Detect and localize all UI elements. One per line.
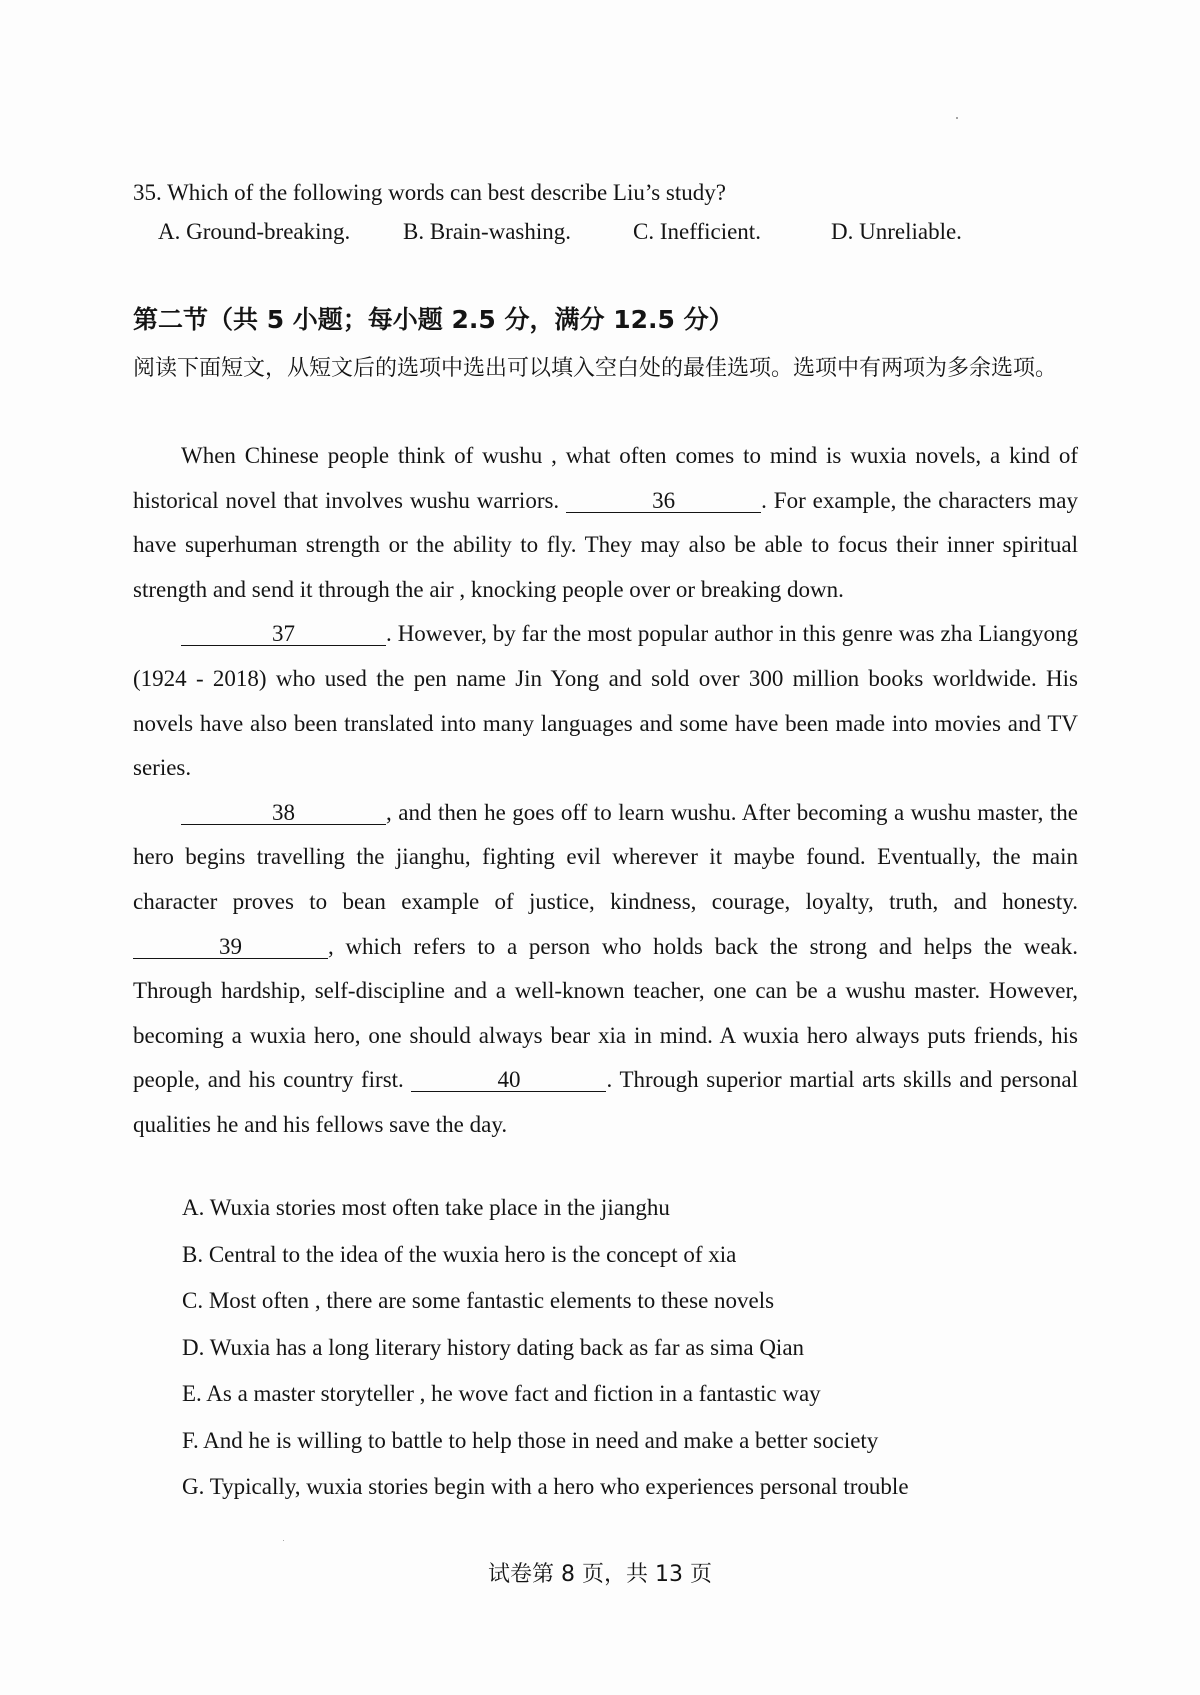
question-35 xyxy=(133,180,962,247)
reading-passage xyxy=(133,434,1078,1148)
choice-c: C. Most often , there are some fantastic elements to these novels xyxy=(182,1288,775,1313)
paragraph-2-text: . However, by far the most popular author in this genre was zha Liangyong (1924 - 2018) who used the pen name Jin Yong and sold over 300 million books worldwide. His novels have also been translated into many languages and some have been made into movies and TV series. xyxy=(133,621,1078,781)
question-35-options xyxy=(158,219,962,247)
answer-choices xyxy=(182,1193,909,1519)
paragraph-1 xyxy=(133,434,1078,612)
section-instruction: 阅读下面短文，从短文后的选项中选出可以填入空白处的最佳选项。选项中有两项为多余选项。 xyxy=(133,356,1058,381)
choice-d: D. Wuxia has a long literary history dating back as far as sima Qian xyxy=(182,1334,805,1360)
option-b: B. Brain-washing. xyxy=(403,219,572,244)
blank-39: 39 xyxy=(133,936,328,959)
choice-f: F. And he is willing to battle to help those in need and make a better society xyxy=(182,1427,879,1453)
blank-36: 36 xyxy=(566,490,761,513)
question-35-stem: 35. Which of the following words can best describe Liu’s study? xyxy=(133,180,726,205)
paragraph-3-text-b: , which refers to a person who holds back the strong and helps the weak. Through hardship, self-discipline and a well-known teacher, one can be a wushu master. However, becoming a wuxia hero, one should always bear xia in mind. A wuxia hero always puts friends, his people, and his country first. xyxy=(133,933,1078,1093)
page-footer: 试卷第 8 页，共 13 页 xyxy=(488,1562,712,1587)
paragraph-3-text-c: . Through superior martial arts skills and personal qualities he and his fellows save the day. xyxy=(133,1067,1078,1137)
option-a: A. Ground-breaking. xyxy=(158,219,351,244)
option-d: D. Unreliable. xyxy=(831,219,962,244)
paragraph-1-text-a: When Chinese people think of wushu , what often comes to mind is wuxia novels, a kind of historical novel that involves wushu warriors. xyxy=(133,443,1078,513)
choice-b: B. Central to the idea of the wuxia hero is the concept of xia xyxy=(182,1241,737,1267)
section-title: 第二节（共 5 小题；每小题 2.5 分，满分 12.5 分） xyxy=(133,305,734,334)
blank-40: 40 xyxy=(411,1069,606,1092)
blank-38: 38 xyxy=(181,802,386,825)
paragraph-1-text-b: . For example, the characters may have superhuman strength or the ability to fly. They may also be able to focus their inner spiritual strength and send it through the air , knocking people over or breaking down. xyxy=(133,487,1079,602)
paragraph-2 xyxy=(133,612,1078,790)
scan-speck xyxy=(956,117,958,119)
scan-speck xyxy=(283,1540,284,1541)
choice-g: G. Typically, wuxia stories begin with a hero who experiences personal trouble xyxy=(182,1474,909,1499)
choice-e: E. As a master storyteller , he wove fact and fiction in a fantastic way xyxy=(182,1381,821,1406)
blank-37: 37 xyxy=(181,623,386,646)
paragraph-3-text-a: , and then he goes off to learn wushu. After becoming a wushu master, the hero begins travelling the jianghu, fighting evil wherever it maybe found. Eventually, the main character proves to bean example of justice, kindness, courage, loyalty, truth, and honesty. xyxy=(133,799,1078,914)
paragraph-3 xyxy=(133,791,1078,1148)
option-c: C. Inefficient. xyxy=(633,219,761,244)
choice-a: A. Wuxia stories most often take place in the jianghu xyxy=(182,1195,670,1220)
